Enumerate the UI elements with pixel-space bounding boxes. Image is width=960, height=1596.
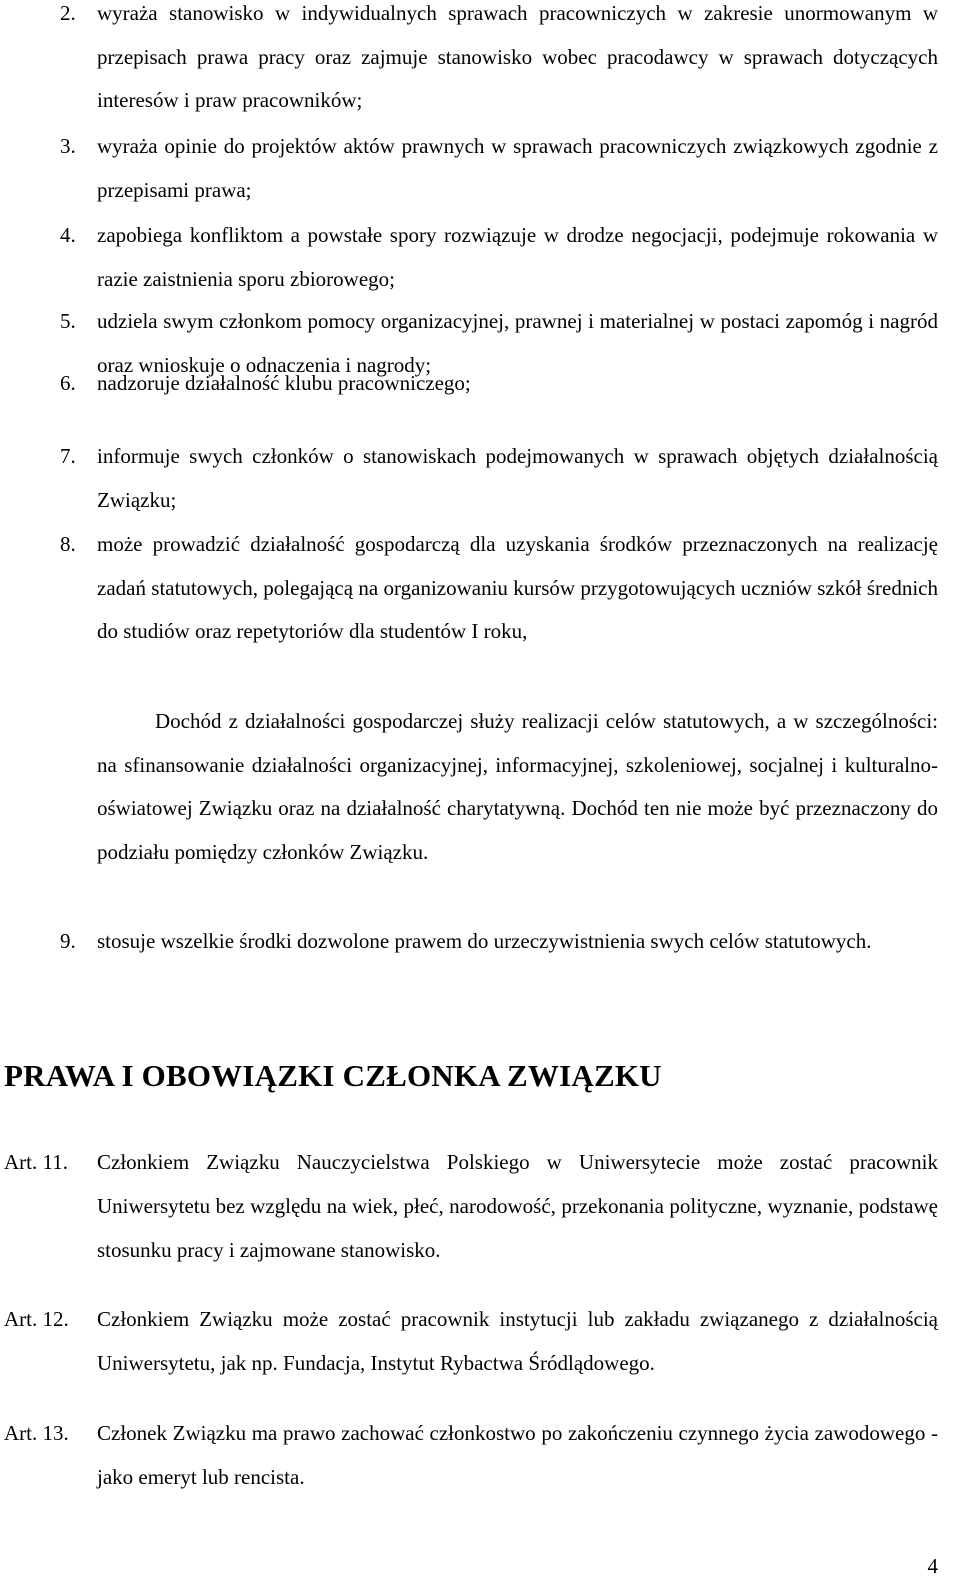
article-text: Członek Związku ma prawo zachować członkostwo po zakończeniu czynnego życia zawodowego - jako emeryt lub rencista. [97, 1421, 938, 1489]
list-item-number: 8. [60, 532, 76, 556]
list-item-text: udziela swym członkom pomocy organizacyjnej, prawnej i materialnej w postaci zapomóg i nagród oraz wnioskuje o odnaczenia i nagrody; [97, 309, 938, 377]
list-item-text: informuje swych członków o stanowiskach podejmowanych w sprawach objętych działalnością Związku; [97, 444, 938, 512]
list-item-number: 3. [60, 134, 76, 158]
section-heading: PRAWA I OBOWIĄZKI CZŁONKA ZWIĄZKU [4, 1058, 662, 1093]
article-label: Art. 12. [4, 1307, 69, 1331]
list-item-number: 6. [60, 371, 76, 395]
article-label: Art. 13. [4, 1421, 69, 1445]
income-paragraph: Dochód z działalności gospodarczej służy realizacji celów statutowych, a w szczególności: na sfinansowanie działalności organizacyjnej, informacyjnej, szkoleniowej, socjalnej i kulturalno-oświatowej Związku oraz na działalność charytatywną. Dochód ten nie może być przeznaczony do podziału pomiędzy członków Związku. [97, 709, 938, 864]
list-item-number: 9. [60, 929, 76, 953]
list-item-text: zapobiega konfliktom a powstałe spory rozwiązuje w drodze negocjacji, podejmuje rokowania w razie zaistnienia sporu zbiorowego; [97, 223, 938, 291]
list-item-text: wyraża opinie do projektów aktów prawnych w sprawach pracowniczych związkowych zgodnie z przepisami prawa; [97, 134, 938, 202]
page-number: 4 [927, 1554, 938, 1578]
list-item-number: 7. [60, 444, 76, 468]
list-item-number: 2. [60, 1, 76, 25]
article-text: Członkiem Związku może zostać pracownik instytucji lub zakładu związanego z działalnością Uniwersytetu, jak np. Fundacja, Instytut Rybactwa Śródlądowego. [97, 1307, 938, 1375]
list-item-text: może prowadzić działalność gospodarczą dla uzyskania środków przeznaczonych na realizację zadań statutowych, polegającą na organizowaniu kursów przygotowujących uczniów szkół średnich do studiów oraz repetytoriów dla studentów I roku, [97, 532, 938, 643]
list-item-number: 5. [60, 309, 76, 333]
article-text: Członkiem Związku Nauczycielstwa Polskiego w Uniwersytecie może zostać pracownik Uniwersytetu bez względu na wiek, płeć, narodowość, przekonania polityczne, wyznanie, podstawę stosunku pracy i zajmowane stanowisko. [97, 1150, 938, 1262]
list-item-text: nadzoruje działalność klubu pracowniczego; [97, 371, 471, 395]
list-item-text: stosuje wszelkie środki dozwolone prawem do urzeczywistnienia swych celów statutowych. [97, 929, 872, 953]
list-item-number: 4. [60, 223, 76, 247]
article-label: Art. 11. [4, 1150, 68, 1174]
list-item-text: wyraża stanowisko w indywidualnych sprawach pracowniczych w zakresie unormowanym w przepisach prawa pracy oraz zajmuje stanowisko wobec pracodawcy w sprawach dotyczących interesów i praw pracowników; [97, 1, 938, 112]
